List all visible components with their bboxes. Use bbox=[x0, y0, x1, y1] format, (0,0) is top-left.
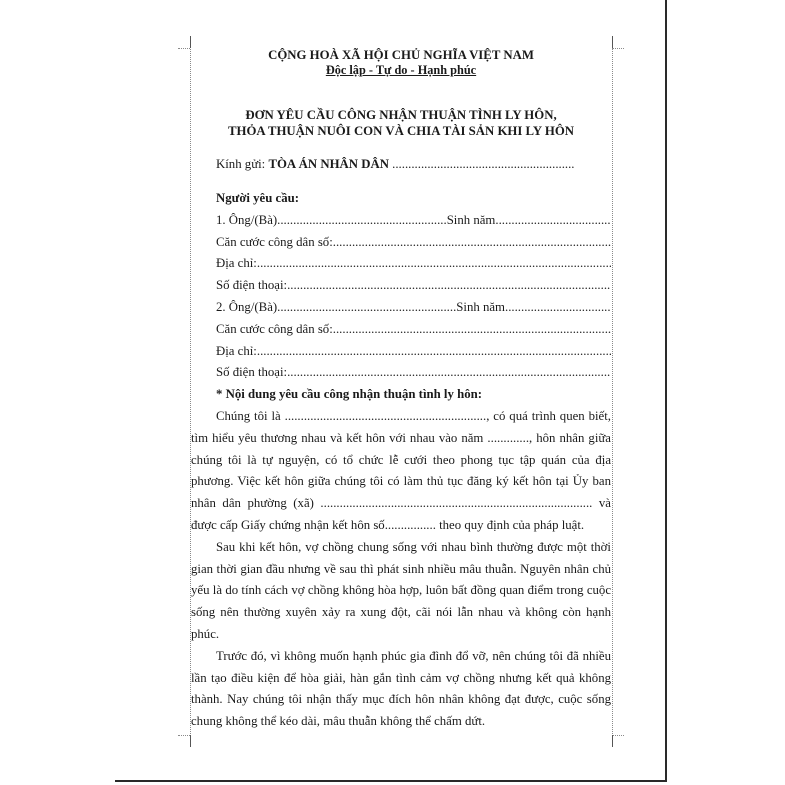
content-heading-text: * Nội dung yêu cầu công nhận thuận tình ly hôn: bbox=[216, 387, 482, 402]
person1-name-field bbox=[191, 210, 611, 232]
national-title: CỘNG HOÀ XÃ HỘI CHỦ NGHĨA VIỆT NAM bbox=[268, 48, 534, 62]
person2-birth-label: Sinh năm bbox=[456, 299, 505, 314]
title-line-2: THỎA THUẬN NUÔI CON VÀ CHIA TÀI SẢN KHI LY HÔN bbox=[227, 124, 575, 138]
bottom-right-corner-mark bbox=[612, 735, 613, 747]
top-right-crop-mark bbox=[612, 48, 624, 49]
paragraph-2: Sau khi kết hôn, vợ chồng chung sống với nhau bình thường được một thời gian thời gian đầu nhưng về sau thì phát sinh nhiều mâu thuẫn. Nguyên nhân chủ yếu là do tính cách vợ chồng không hòa hợp, luôn bất đồng quan điểm trong cuộc sống nên thường xuyên xảy ra xung đột, cãi nói lẫn nhau và không còn hạnh phúc. bbox=[191, 539, 611, 641]
person2-phone-dots bbox=[287, 362, 611, 384]
person2-phone-label: Số điện thoại: bbox=[216, 365, 288, 380]
bottom-left-corner-mark bbox=[190, 735, 191, 747]
person1-birth-dots bbox=[495, 210, 611, 232]
applicants-heading bbox=[191, 188, 611, 210]
person1-id-field bbox=[191, 232, 611, 254]
paragraph-1: Chúng tôi là ..............................................................., có quá trình quen biết, tìm hiểu yêu thương nhau và kết hôn với nhau vào năm ............., hôn nhân giữa chúng tôi là tự nguyện, có tổ chức lễ cưới theo phong tục tập quán của địa phương. Việc kết hôn giữa chúng tôi có làm thủ tục đăng ký kết hôn tại Ủy ban nhân dân phường (xã) ..................................................................................... và được cấp Giấy chứng nhận kết hôn số................ theo quy định của pháp luật. bbox=[191, 408, 611, 532]
person1-phone-dots bbox=[287, 275, 611, 297]
person1-birth-label: Sinh năm bbox=[446, 212, 496, 227]
bottom-right-crop-mark bbox=[612, 735, 624, 736]
person2-id-dots bbox=[333, 319, 611, 341]
content-heading bbox=[191, 384, 611, 406]
person1-address-dots bbox=[257, 253, 611, 275]
person1-id-label: Căn cước công dân số: bbox=[216, 234, 333, 249]
person2-address-label: Địa chỉ: bbox=[216, 343, 257, 358]
person1-phone-label: Số điện thoại: bbox=[216, 278, 288, 293]
national-motto: Độc lập - Tự do - Hạnh phúc bbox=[325, 63, 477, 77]
person2-id-label: Căn cước công dân số: bbox=[216, 321, 333, 336]
person1-address-field bbox=[191, 253, 611, 275]
document-title bbox=[191, 107, 611, 139]
person2-address-field bbox=[191, 341, 611, 363]
page-edge-bottom bbox=[115, 780, 667, 782]
recipient-court: TÒA ÁN NHÂN DÂN bbox=[268, 157, 389, 171]
person2-address-dots bbox=[257, 341, 611, 363]
person1-id-dots bbox=[333, 232, 611, 254]
person1-name-label: 1. Ông/(Bà)..................................................... bbox=[216, 212, 447, 227]
document-body bbox=[191, 48, 611, 733]
top-right-corner-mark bbox=[612, 36, 613, 48]
person2-phone-field bbox=[191, 362, 611, 384]
person1-address-label: Địa chỉ: bbox=[216, 256, 257, 271]
top-left-crop-mark bbox=[178, 48, 190, 49]
recipient-label: Kính gửi: bbox=[216, 157, 269, 171]
bottom-left-crop-mark bbox=[178, 735, 190, 736]
page-edge-right bbox=[665, 0, 667, 782]
applicants-heading-text: Người yêu cầu: bbox=[216, 191, 300, 205]
title-line-1: ĐƠN YÊU CẦU CÔNG NHẬN THUẬN TÌNH LY HÔN, bbox=[245, 108, 557, 122]
person1-phone-field bbox=[191, 275, 611, 297]
paragraph-3: Trước đó, vì không muốn hạnh phúc gia đình đổ vỡ, nên chúng tôi đã nhiều lần tạo điều kiện để hòa giải, hàn gắn tình cảm vợ chồng nhưng kết quả không thành. Nay chúng tôi nhận thấy mục đích hôn nhân không đạt được, cuộc sống chung không thể kéo dài, mâu thuẫn không thể chấm dứt. bbox=[191, 648, 611, 729]
right-margin-guide bbox=[612, 40, 613, 740]
person2-name-label: 2. Ông/(Bà)........................................................ bbox=[216, 299, 457, 314]
recipient-dots: ......................................................... bbox=[388, 157, 575, 171]
person2-id-field bbox=[191, 319, 611, 341]
person2-name-field bbox=[191, 297, 611, 319]
person2-birth-dots bbox=[505, 297, 611, 319]
recipient-line bbox=[191, 154, 611, 174]
top-left-corner-mark bbox=[190, 36, 191, 48]
